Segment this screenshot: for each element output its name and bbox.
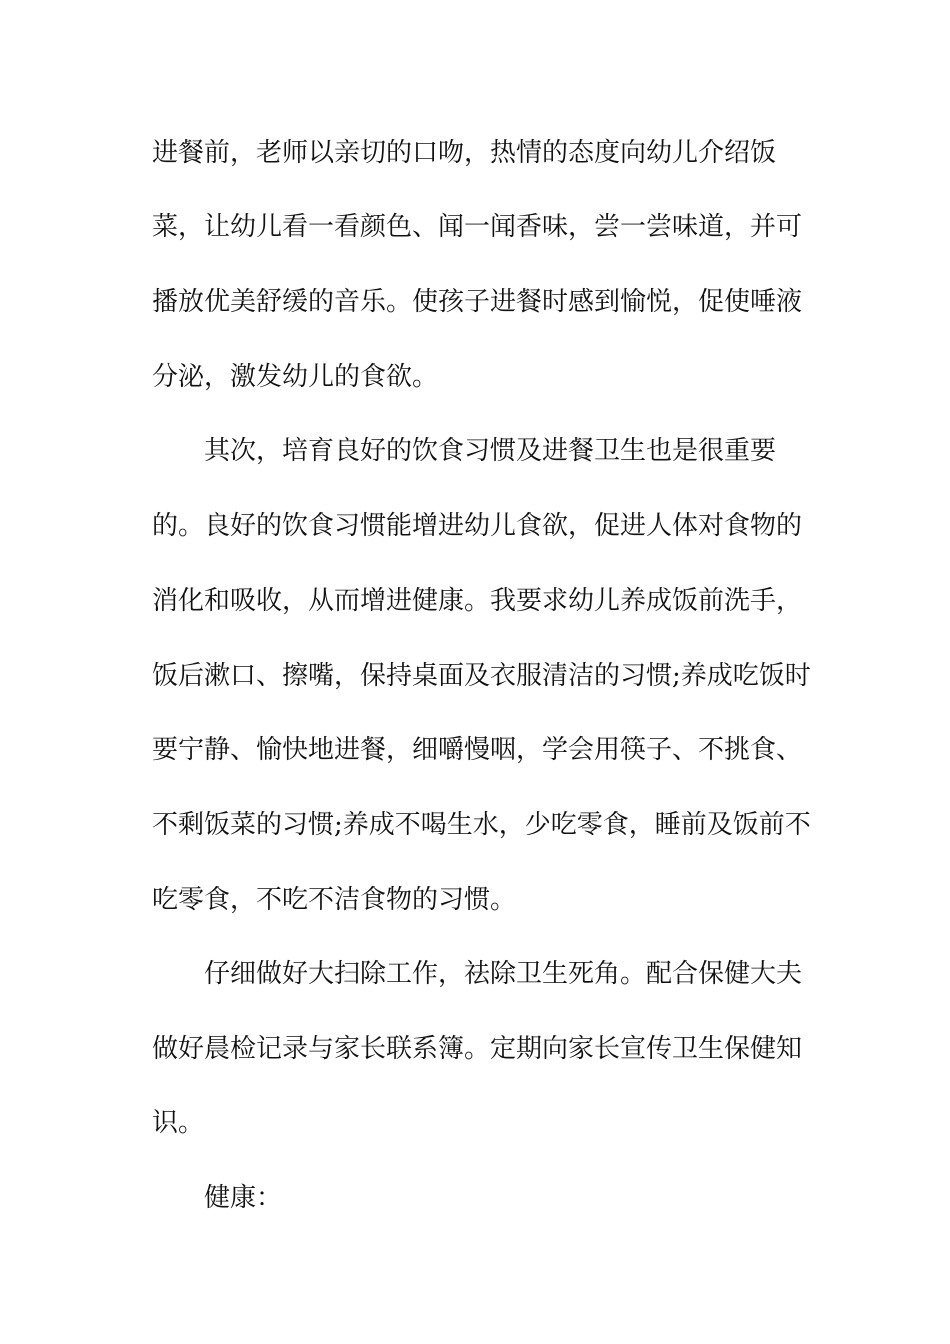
paragraph-2-line-1: 其次，培育良好的饮食习惯及进餐卫生也是很重要: [204, 436, 777, 466]
paragraph-2-line-3: 消化和吸收，从而增进健康。我要求幼儿养成饭前洗手，: [152, 586, 803, 616]
paragraph-2-line-5: 要宁静、愉快地进餐，细嚼慢咽，学会用筷子、不挑食、: [152, 735, 803, 765]
paragraph-1-line-3: 播放优美舒缓的音乐。使孩子进餐时感到愉悦，促使唾液: [152, 287, 803, 317]
section-label-health: 健康：: [204, 1183, 283, 1213]
paragraph-2-line-6: 不剩饭菜的习惯;养成不喝生水，少吃零食，睡前及饭前不: [152, 810, 811, 840]
paragraph-2-line-2: 的。良好的饮食习惯能增进幼儿食欲，促进人体对食物的: [152, 511, 803, 541]
paragraph-1-line-1: 进餐前，老师以亲切的口吻，热情的态度向幼儿介绍饭: [152, 138, 777, 168]
paragraph-2-line-4: 饭后漱口、擦嘴，保持桌面及衣服清洁的习惯;养成吃饭时: [152, 661, 811, 691]
paragraph-3-line-1: 仔细做好大扫除工作，祛除卫生死角。配合保健大夫: [204, 959, 803, 989]
paragraph-2-line-7: 吃零食，不吃不洁食物的习惯。: [152, 885, 517, 915]
paragraph-1-line-2: 菜，让幼儿看一看颜色、闻一闻香味，尝一尝味道，并可: [152, 212, 803, 242]
paragraph-3-line-3: 识。: [152, 1108, 205, 1138]
paragraph-1-line-4: 分泌，激发幼儿的食欲。: [152, 362, 439, 392]
paragraph-3-line-2: 做好晨检记录与家长联系簿。定期向家长宣传卫生保健知: [152, 1034, 803, 1064]
